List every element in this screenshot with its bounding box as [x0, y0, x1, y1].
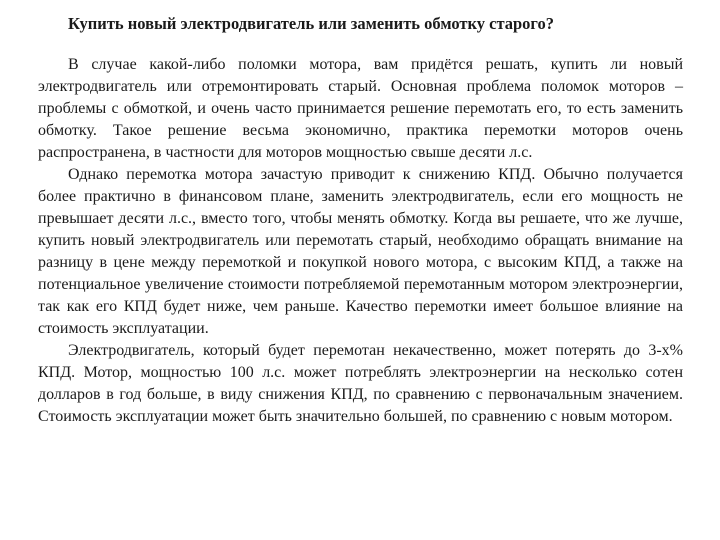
paragraph-3: Электродвигатель, который будет перемотан некачественно, может потерять до 3-х% КПД. Мотор, мощностью 100 л.с. может потреблять электроэнергии на несколько сотен долларов в год больше, в виду снижения КПД, по сравнению с первоначальным значением. Стоимость эксплуатации может быть значительно большей, по сравнению с новым мотором. [38, 342, 683, 425]
document-page [38, 14, 683, 428]
paragraph-1: В случае какой-либо поломки мотора, вам придётся решать, купить ли новый электродвигатель или отремонтировать старый. Основная проблема поломок моторов – проблемы с обмоткой, и очень часто принимается решение перемотать его, то есть заменить обмотку. Такое решение весьма экономично, практика перемотки моторов очень распространена, в частности для моторов мощностью свыше десяти л.с. [38, 56, 683, 161]
paragraph-2: Однако перемотка мотора зачастую приводит к снижению КПД. Обычно получается более практично в финансовом плане, заменить электродвигатель, если его мощность не превышает десяти л.с., вместо того, чтобы менять обмотку. Когда вы решаете, что же лучше, купить новый электродвигатель или перемотать старый, необходимо обращать внимание на разницу в цене между перемоткой и покупкой нового мотора, с высоким КПД, а также на потенциальное увеличение стоимости потребляемой перемотанным мотором электроэнергии, так как его КПД будет ниже, чем раньше. Качество перемотки имеет большое влияние на стоимость эксплуатации. [38, 166, 683, 337]
document-title: Купить новый электродвигатель или заменить обмотку старого? [68, 14, 555, 33]
